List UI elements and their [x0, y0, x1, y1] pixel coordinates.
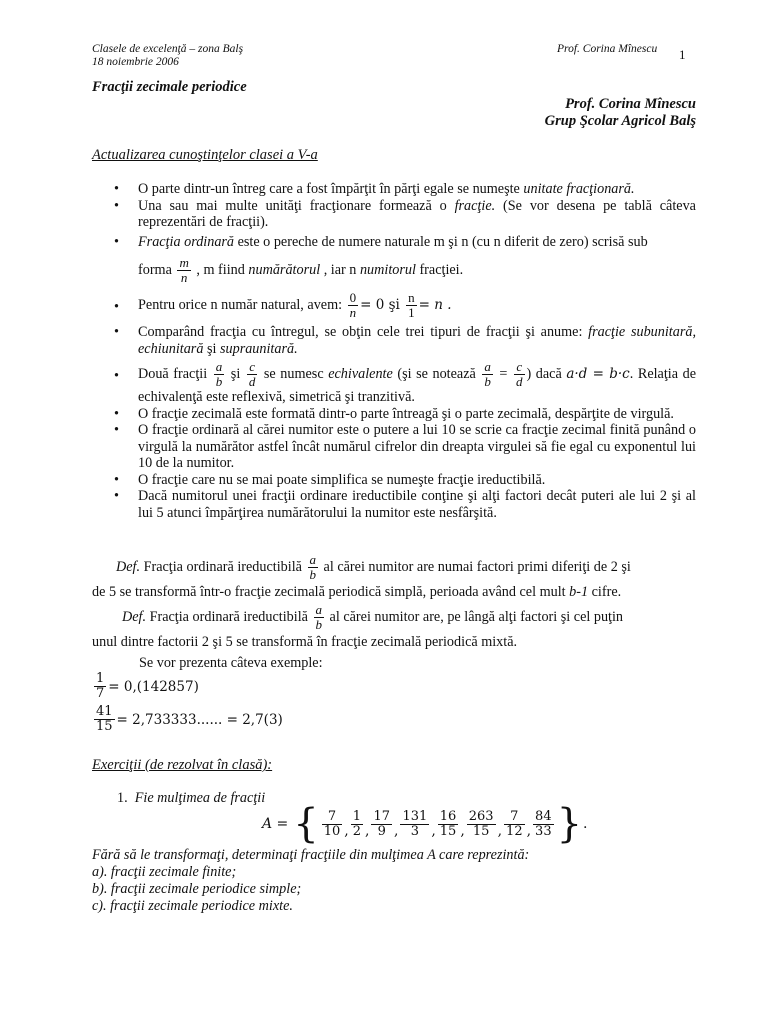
definition-periodic-simple: Def. Fracţia ordinară ireductibilă $\frac{a}{b}$ al cărei numitor are numai factori primi diferiţi de 2 şi de 5 se transformă într-o fracţie zecimală periodică simplă, perioada având cel mult b-1 cifre.: [92, 552, 631, 600]
set-fraction: $\frac{7}{10}$: [323, 808, 341, 839]
header-left-line1: Clasele de excelenţă – zona Balş: [92, 43, 244, 55]
list-item: • Două fracţii $\frac{a}{b}$ şi $\frac{c}{d}$ se numesc echivalente (şi se notează $\frac{a}{b}$ = $\frac{c}{d}$ ) dacă a·d = b·c. Relaţia de echivalenţă este reflexivă, simetrică şi tranzitivă.: [114, 359, 696, 405]
author-school: Grup Şcolar Agricol Balş: [544, 113, 696, 129]
list-item: • Fracţia ordinară este o pereche de numere naturale m şi n (cu n diferit de zero) scrisă sub forma $\frac{m}{n}$ , m fiind numărătorul , iar n numitorul fracţiei.: [114, 233, 648, 285]
list-item: • O fracţie ordinară al cărei numitor este o putere a lui 10 se scrie ca fracţie zecimal finită punând o virgulă la numărător astfel încât numărul cifrelor din dreapta virgulei să fie egal cu exponentul lui 10 de la numitor.: [114, 422, 696, 471]
set-fraction: $\frac{84}{33}$: [535, 808, 552, 839]
author-name: Prof. Corina Mînescu: [565, 96, 696, 112]
fraction-m-over-n: $\frac{m}{n}$: [179, 255, 189, 285]
set-fraction: $\frac{263}{15}$: [468, 808, 494, 839]
list-item: • O fracţie zecimală este formată dintr-o parte întreagă şi o parte zecimală, despărţite de virgulă.: [114, 405, 674, 422]
section-heading-review: Actualizarea cunoştinţelor clasei a V-a: [92, 147, 318, 163]
list-item: • O parte dintr-un întreg care a fost împărţit în părţi egale se numeşte unitate fracţionară.: [114, 181, 635, 197]
task-option-c: c). fracţii zecimale periodice mixte.: [92, 898, 293, 914]
list-item: • Comparând fracţia cu întregul, se obţin cele trei tipuri de fracţii şi anume: fracţie subunitară, echiunitară şi supraunitară.: [114, 324, 696, 357]
set-fraction: $\frac{1}{2}$: [352, 808, 362, 839]
list-item: • Pentru orice n număr natural, avem: $\frac{0}{n}$ = 0 şi $\frac{n}{1}$ = n .: [114, 290, 452, 320]
definition-periodic-mixed: Def. Fracţia ordinară ireductibilă $\frac{a}{b}$ al cărei numitor are, pe lângă alţi factori şi cel puţin unul dintre factorii 2 şi 5 se transformă în fracţie zecimală periodică mixtă.: [92, 602, 624, 650]
example-1-over-7: $\frac{1}{7}$ = 0,(142857): [96, 671, 199, 701]
example-41-over-15: $\frac{41}{15}$ = 2,733333...... = 2,7(3): [96, 704, 283, 734]
section-heading-exercises: Exerciţii (de rezolvat în clasă):: [92, 757, 273, 773]
exercise-1-statement: 1. Fie mulţimea de fracţii: [117, 790, 266, 806]
review-bullet-list: [114, 181, 696, 521]
task-option-b: b). fracţii zecimale periodice simple;: [92, 881, 302, 897]
set-fraction: $\frac{7}{12}$: [506, 808, 523, 839]
list-item: • Dacă numitorul unei fracţii ordinare ireductibile conţine şi alţi factori decât puteri ale lui 2 şi al lui 5 atunci împărţirea numărătorului la numitor este nesfârşită.: [114, 488, 696, 521]
examples-intro: Se vor prezenta câteva exemple:: [139, 655, 323, 671]
set-fraction: $\frac{17}{9}$: [373, 808, 391, 839]
header-right: Prof. Corina Mînescu: [557, 43, 658, 55]
page-number: 1: [679, 47, 686, 62]
set-fraction: $\frac{16}{15}$: [439, 808, 457, 839]
document-title: Fracţii zecimale periodice: [92, 79, 247, 95]
list-item: • Una sau mai multe unităţi fracţionare formează o fracţie. (Se vor desena pe tablă câteva reprezentări de fracţii).: [114, 197, 696, 230]
task-option-a: a). fracţii zecimale finite;: [92, 864, 237, 880]
list-item: • O fracţie care nu se mai poate simplifica se numeşte fracţie ireductibilă.: [114, 471, 546, 488]
header-left-line2: 18 noiembrie 2006: [92, 56, 179, 68]
set-fraction: $\frac{131}{3}$: [402, 808, 428, 839]
fraction-set-A: A = { $\frac{7}{10}$ , $\frac{1}{2}$ , $\frac{17}{9}$ , $\frac{131}{3}$ , $\frac{16}{15}$ , $\frac{263}{15}$ , $\frac{7}{12}$ , $\frac{84}{33}$ } .: [262, 801, 588, 847]
exercise-1-task: Fără să le transformaţi, determinaţi fracţiile din mulţimea A care reprezintă: a). fracţii zecimale finite; b). fracţii zecimale periodice simple; c). fracţii zecimale periodice mixte.: [92, 847, 530, 914]
